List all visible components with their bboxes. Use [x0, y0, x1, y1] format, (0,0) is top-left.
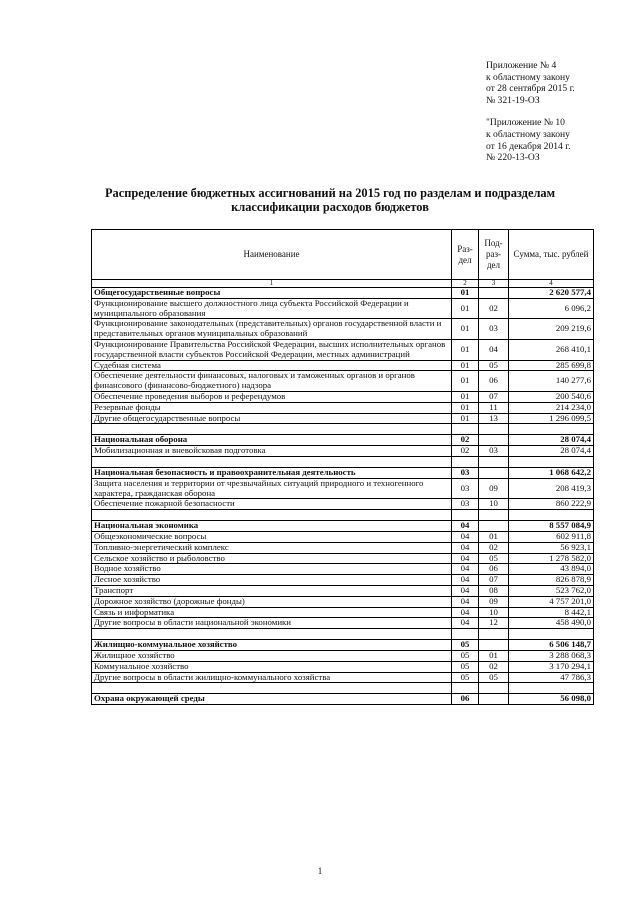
spacer-cell [479, 683, 509, 694]
row-podrazdel [479, 467, 509, 478]
spacer-cell [479, 424, 509, 435]
table-row [92, 446, 594, 457]
table-row [92, 575, 594, 586]
table-row [92, 478, 594, 499]
column-index: 1 [92, 280, 452, 288]
row-name: Мобилизационная и вневойсковая подготовка [92, 446, 452, 457]
spacer-cell [479, 456, 509, 467]
table-row [92, 618, 594, 629]
spacer-cell [452, 456, 479, 467]
row-razdel: 06 [452, 694, 479, 705]
appendix-line: к областному закону [486, 128, 570, 140]
row-name: Обеспечение деятельности финансовых, налоговых и таможенных органов и органов финансового (финансово-бюджетного) надзора [92, 371, 452, 392]
row-name: Защита населения и территории от чрезвычайных ситуаций природного и техногенного характера, гражданская оборона [92, 478, 452, 499]
row-sum: 28 074,4 [509, 435, 594, 446]
row-name: Жилищно-коммунальное хозяйство [92, 640, 452, 651]
row-sum: 28 074,4 [509, 446, 594, 457]
spacer-row [92, 456, 594, 467]
row-razdel: 02 [452, 435, 479, 446]
row-sum: 602 911,8 [509, 531, 594, 542]
spacer-row [92, 683, 594, 694]
table-row [92, 542, 594, 553]
table-row [92, 672, 594, 683]
spacer-cell [509, 683, 594, 694]
row-razdel: 01 [452, 288, 479, 299]
row-podrazdel: 01 [479, 531, 509, 542]
table-row [92, 585, 594, 596]
spacer-cell [452, 629, 479, 640]
table-row [92, 596, 594, 607]
row-sum: 860 222,9 [509, 499, 594, 510]
row-name: Сельское хозяйство и рыболовство [92, 553, 452, 564]
row-razdel: 01 [452, 371, 479, 392]
table-row [92, 531, 594, 542]
row-sum: 47 786,3 [509, 672, 594, 683]
table-row [92, 391, 594, 402]
row-razdel: 04 [452, 575, 479, 586]
row-podrazdel [479, 640, 509, 651]
spacer-cell [92, 510, 452, 521]
row-razdel: 04 [452, 564, 479, 575]
row-sum: 200 540,6 [509, 391, 594, 402]
row-razdel: 04 [452, 585, 479, 596]
row-sum: 8 442,1 [509, 607, 594, 618]
row-name: Функционирование Правительства Российской Федерации, высших исполнительных органов государственной власти субъектов Российской Федерации, местных администраций [92, 339, 452, 360]
row-name: Обеспечение пожарной безопасности [92, 499, 452, 510]
column-index: 4 [509, 280, 594, 288]
row-podrazdel [479, 694, 509, 705]
spacer-cell [479, 510, 509, 521]
row-podrazdel: 11 [479, 402, 509, 413]
row-razdel: 02 [452, 446, 479, 457]
section-row [92, 694, 594, 705]
row-sum: 1 278 582,0 [509, 553, 594, 564]
row-name: Связь и информатика [92, 607, 452, 618]
row-sum: 826 878,9 [509, 575, 594, 586]
appendix-note [486, 60, 626, 164]
row-razdel: 01 [452, 298, 479, 319]
row-sum: 4 757 201,0 [509, 596, 594, 607]
row-razdel: 01 [452, 360, 479, 371]
spacer-cell [509, 629, 594, 640]
spacer-cell [509, 424, 594, 435]
row-sum: 56 923,1 [509, 542, 594, 553]
row-podrazdel: 05 [479, 360, 509, 371]
row-name: Охрана окружающей среды [92, 694, 452, 705]
row-podrazdel: 03 [479, 319, 509, 340]
row-sum: 523 762,0 [509, 585, 594, 596]
row-razdel: 03 [452, 499, 479, 510]
row-name: Лесное хозяйство [92, 575, 452, 586]
page-number: 1 [317, 866, 323, 876]
appendix-line: к областному закону [486, 71, 570, 83]
section-row [92, 640, 594, 651]
title-line-2: классификации расходов бюджетов [231, 200, 429, 214]
row-podrazdel: 09 [479, 478, 509, 499]
spacer-cell [92, 629, 452, 640]
spacer-row [92, 629, 594, 640]
row-name: Национальная оборона [92, 435, 452, 446]
row-podrazdel [479, 521, 509, 532]
row-sum: 2 620 577,4 [509, 288, 594, 299]
row-podrazdel: 10 [479, 499, 509, 510]
row-podrazdel: 01 [479, 650, 509, 661]
table-row [92, 650, 594, 661]
row-razdel: 01 [452, 339, 479, 360]
row-sum: 1 068 642,2 [509, 467, 594, 478]
row-razdel: 04 [452, 553, 479, 564]
row-razdel: 04 [452, 607, 479, 618]
header-row [92, 230, 594, 280]
row-name: Другие вопросы в области национальной экономики [92, 618, 452, 629]
row-sum: 3 288 068,3 [509, 650, 594, 661]
header-podrazdel: Под-раз-дел [479, 230, 509, 280]
appendix-line: № 220-13-ОЗ [486, 152, 540, 164]
row-podrazdel: 02 [479, 542, 509, 553]
title-line-1: Распределение бюджетных ассигнований на 2015 год по разделам и подразделам [104, 186, 556, 200]
row-razdel: 03 [452, 478, 479, 499]
row-podrazdel: 05 [479, 553, 509, 564]
row-name: Национальная экономика [92, 521, 452, 532]
header-razdel: Раз-дел [452, 230, 479, 280]
row-razdel: 01 [452, 391, 479, 402]
table-row [92, 371, 594, 392]
row-name: Жилищное хозяйство [92, 650, 452, 661]
spacer-row [92, 510, 594, 521]
row-name: Обеспечение проведения выборов и референдумов [92, 391, 452, 402]
row-sum: 458 490,0 [509, 618, 594, 629]
row-sum: 285 699,8 [509, 360, 594, 371]
row-razdel: 01 [452, 319, 479, 340]
section-row [92, 435, 594, 446]
row-razdel: 04 [452, 618, 479, 629]
row-name: Функционирование законодательных (представительных) органов государственной власти и представительных органов муниципальных образований [92, 319, 452, 340]
row-podrazdel: 02 [479, 661, 509, 672]
row-razdel: 01 [452, 402, 479, 413]
row-razdel: 04 [452, 531, 479, 542]
row-razdel: 03 [452, 467, 479, 478]
column-index: 3 [479, 280, 509, 288]
header-sum: Сумма, тыс. рублей [509, 230, 594, 280]
section-row [92, 521, 594, 532]
table-row [92, 499, 594, 510]
row-podrazdel: 10 [479, 607, 509, 618]
section-row [92, 467, 594, 478]
row-name: Коммунальное хозяйство [92, 661, 452, 672]
row-razdel: 05 [452, 650, 479, 661]
row-podrazdel: 13 [479, 413, 509, 424]
spacer-cell [92, 424, 452, 435]
row-razdel: 04 [452, 521, 479, 532]
section-row [92, 288, 594, 299]
row-podrazdel: 07 [479, 575, 509, 586]
row-sum: 6 506 148,7 [509, 640, 594, 651]
row-razdel: 04 [452, 596, 479, 607]
appendix-gap [486, 106, 626, 117]
spacer-cell [452, 510, 479, 521]
appendix-line: "Приложение № 10 [486, 117, 565, 129]
table-row [92, 402, 594, 413]
row-name: Другие вопросы в области жилищно-коммунального хозяйства [92, 672, 452, 683]
row-razdel: 05 [452, 640, 479, 651]
row-podrazdel: 04 [479, 339, 509, 360]
table-row [92, 661, 594, 672]
row-name: Национальная безопасность и правоохранительная деятельность [92, 467, 452, 478]
row-sum: 268 410,1 [509, 339, 594, 360]
table-row [92, 607, 594, 618]
row-razdel: 04 [452, 542, 479, 553]
row-sum: 209 219,6 [509, 319, 594, 340]
row-name: Дорожное хозяйство (дорожные фонды) [92, 596, 452, 607]
row-podrazdel: 03 [479, 446, 509, 457]
appendix-line: от 28 сентября 2015 г. [486, 83, 575, 95]
row-razdel: 05 [452, 672, 479, 683]
row-podrazdel: 05 [479, 672, 509, 683]
table-row [92, 319, 594, 340]
row-sum: 208 419,3 [509, 478, 594, 499]
table-row [92, 413, 594, 424]
spacer-cell [92, 683, 452, 694]
row-sum: 8 557 084,9 [509, 521, 594, 532]
spacer-cell [509, 456, 594, 467]
spacer-row [92, 424, 594, 435]
row-name: Общеэкономические вопросы [92, 531, 452, 542]
row-name: Функционирование высшего должностного лица субъекта Российской Федерации и муниципального образования [92, 298, 452, 319]
row-sum: 214 234,0 [509, 402, 594, 413]
row-sum: 3 170 294,1 [509, 661, 594, 672]
row-name: Судебная система [92, 360, 452, 371]
row-name: Другие общегосударственные вопросы [92, 413, 452, 424]
budget-table [91, 229, 594, 705]
table-row [92, 564, 594, 575]
table-row [92, 553, 594, 564]
row-podrazdel: 02 [479, 298, 509, 319]
appendix-line: № 321-19-ОЗ [486, 94, 540, 106]
row-podrazdel: 06 [479, 564, 509, 575]
row-name: Общегосударственные вопросы [92, 288, 452, 299]
row-podrazdel: 06 [479, 371, 509, 392]
row-name: Резервные фонды [92, 402, 452, 413]
row-sum: 6 096,2 [509, 298, 594, 319]
table-row [92, 360, 594, 371]
row-name: Транспорт [92, 585, 452, 596]
row-podrazdel: 08 [479, 585, 509, 596]
row-sum: 1 296 099,5 [509, 413, 594, 424]
row-podrazdel: 12 [479, 618, 509, 629]
header-name: Наименование [92, 230, 452, 280]
row-podrazdel: 07 [479, 391, 509, 402]
row-razdel: 05 [452, 661, 479, 672]
table-body [92, 288, 594, 705]
spacer-cell [452, 424, 479, 435]
row-razdel: 01 [452, 413, 479, 424]
row-podrazdel [479, 288, 509, 299]
table-row [92, 339, 594, 360]
document-title [80, 186, 580, 214]
spacer-cell [509, 510, 594, 521]
spacer-cell [92, 456, 452, 467]
row-name: Водное хозяйство [92, 564, 452, 575]
row-sum: 43 894,0 [509, 564, 594, 575]
appendix-line: от 16 декабря 2014 г. [486, 140, 571, 152]
appendix-line: Приложение № 4 [486, 60, 557, 71]
row-podrazdel: 09 [479, 596, 509, 607]
spacer-cell [452, 683, 479, 694]
table-row [92, 298, 594, 319]
column-index: 2 [452, 280, 479, 288]
row-podrazdel [479, 435, 509, 446]
row-name: Топливно-энергетический комплекс [92, 542, 452, 553]
row-sum: 140 277,6 [509, 371, 594, 392]
spacer-cell [479, 629, 509, 640]
row-sum: 56 098,0 [509, 694, 594, 705]
